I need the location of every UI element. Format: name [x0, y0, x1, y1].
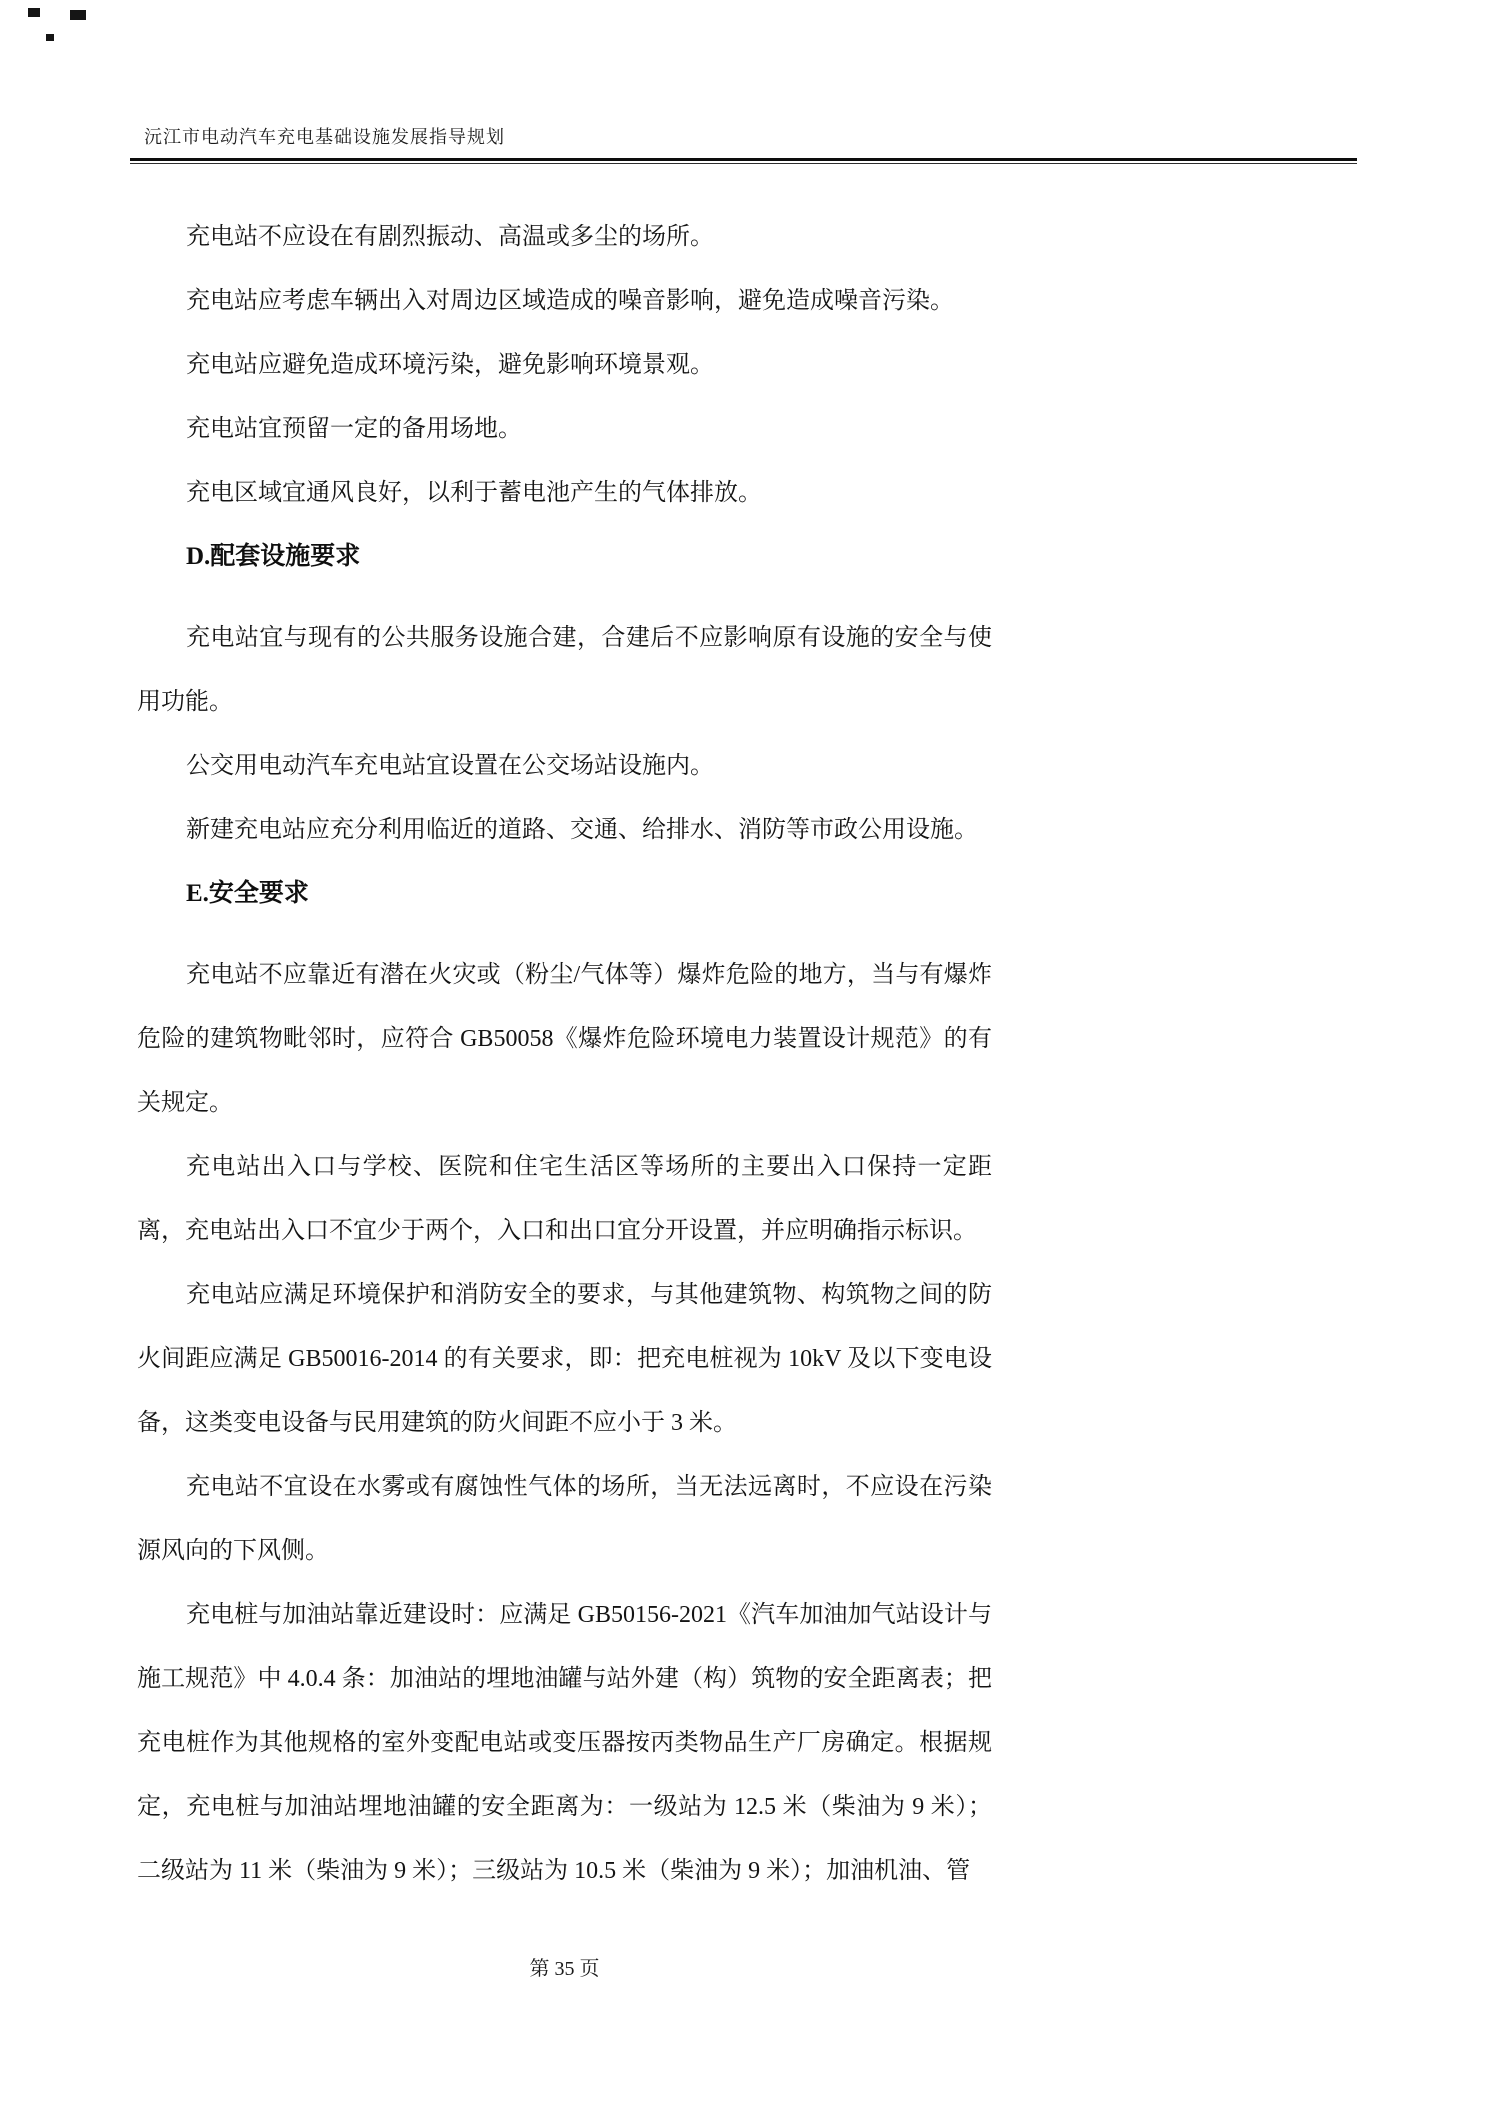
paragraph: 新建充电站应充分利用临近的道路、交通、给排水、消防等市政公用设施。: [186, 817, 978, 843]
page-number: 第 35 页: [529, 1958, 600, 1980]
paragraph: 充电区域宜通风良好，以利于蓄电池产生的气体排放。: [186, 480, 762, 506]
paragraph: 充电站不宜设在水雾或有腐蚀性气体的场所，当无法远离时，不应设在污染源风向的下风侧。: [137, 1474, 992, 1564]
paragraph: 充电站应满足环境保护和消防安全的要求，与其他建筑物、构筑物之间的防火间距应满足 GB50016-2014 的有关要求，即：把充电桩视为 10kV 及以下变电设备，这类变电设备与民用建筑的防火间距不应小于 3 米。: [137, 1282, 992, 1436]
header-rule: [130, 158, 1357, 164]
document-body: [137, 205, 992, 1903]
section-heading-d: D.配套设施要求: [186, 543, 361, 570]
paragraph: 充电站出入口与学校、医院和住宅生活区等场所的主要出入口保持一定距离，充电站出入口不宜少于两个，入口和出口宜分开设置，并应明确指示标识。: [137, 1154, 992, 1244]
scan-artifact: [28, 8, 40, 17]
paragraph: 充电站应避免造成环境污染，避免影响环境景观。: [186, 352, 714, 378]
header-title: 沅江市电动汽车充电基础设施发展指导规划: [144, 127, 505, 147]
paragraph: 充电桩与加油站靠近建设时：应满足 GB50156-2021《汽车加油加气站设计与施工规范》中 4.0.4 条：加油站的埋地油罐与站外建（构）筑物的安全距离表；把充电桩作为其他规格的室外变配电站或变压器按丙类物品生产厂房确定。根据规定，充电桩与加油站埋地油罐的安全距离为：一级站为 12.5 米（柴油为 9 米）；二级站为 11 米（柴油为 9 米）；三级站为 10.5 米（柴油为 9 米）；加油机油、管: [137, 1602, 992, 1884]
paragraph: 充电站宜预留一定的备用场地。: [186, 416, 522, 442]
paragraph: 充电站宜与现有的公共服务设施合建，合建后不应影响原有设施的安全与使用功能。: [137, 625, 992, 715]
paragraph: 充电站不应靠近有潜在火灾或（粉尘/气体等）爆炸危险的地方，当与有爆炸危险的建筑物毗邻时，应符合 GB50058《爆炸危险环境电力装置设计规范》的有关规定。: [137, 962, 992, 1116]
scan-artifact: [46, 34, 54, 41]
paragraph: 充电站应考虑车辆出入对周边区域造成的噪音影响，避免造成噪音污染。: [186, 288, 954, 314]
paragraph: 公交用电动汽车充电站宜设置在公交场站设施内。: [186, 753, 714, 779]
scan-artifact: [70, 10, 86, 20]
paragraph: 充电站不应设在有剧烈振动、高温或多尘的场所。: [186, 224, 714, 250]
section-heading-e: E.安全要求: [186, 880, 309, 907]
